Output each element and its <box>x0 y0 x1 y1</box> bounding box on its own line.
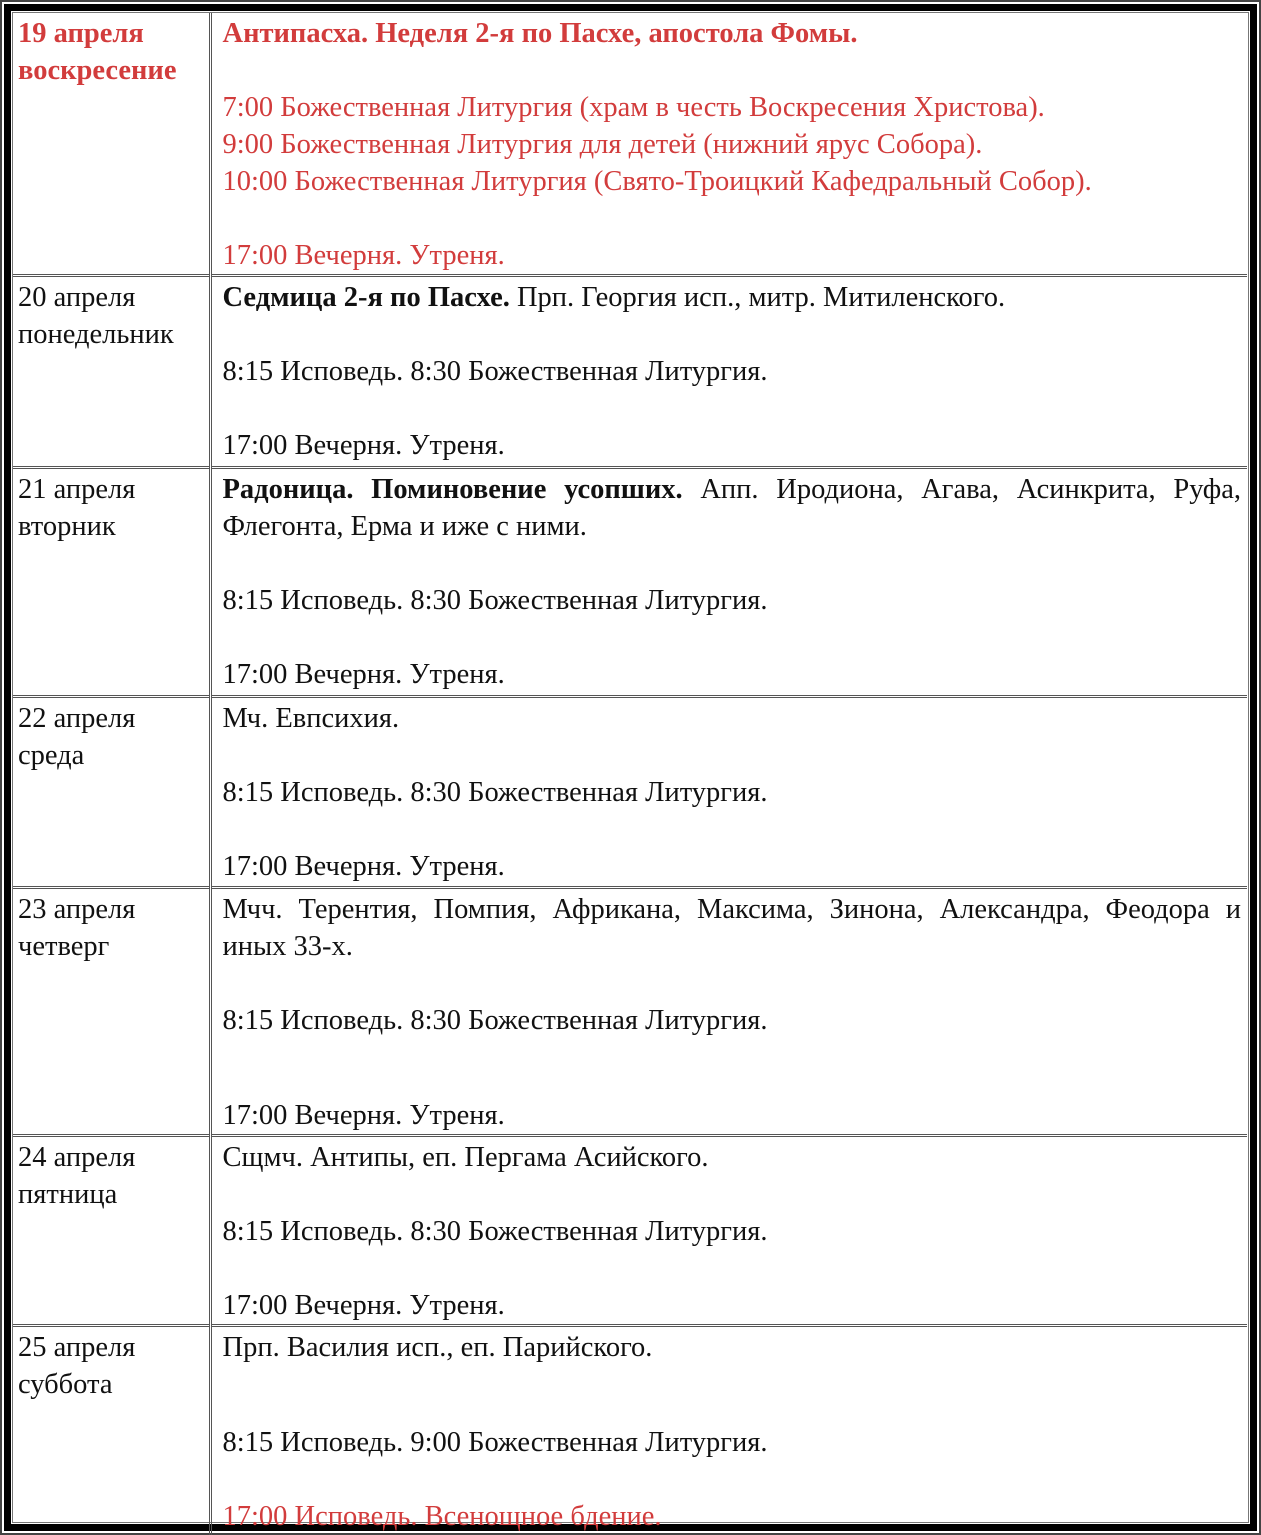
feast-title: Антипасха. Неделя 2-я по Пасхе, апостола Фомы. <box>222 18 858 49</box>
saints-commemorated: Апп. Иродиона, Агава, Асинкрита, Руфа, Флегонта, Ерма и иже с ними. <box>222 474 1241 542</box>
service-line: 7:00 Божественная Литургия (храм в честь Воскресения Христова). <box>222 92 1045 123</box>
services-cell <box>210 697 1247 888</box>
evening-service: 17:00 Вечерня. Утреня. <box>222 659 505 690</box>
services-cell <box>210 1326 1247 1535</box>
date: 19 апреля <box>18 18 144 49</box>
service-line: 8:15 Исповедь. 8:30 Божественная Литургия. <box>222 777 768 808</box>
date-cell <box>13 276 210 468</box>
date-cell <box>13 468 210 697</box>
schedule-row <box>13 1136 1247 1326</box>
saints-commemorated: Мч. Евпсихия. <box>222 703 400 734</box>
date-cell <box>13 697 210 888</box>
date-cell <box>13 888 210 1136</box>
feast-title <box>223 279 1242 316</box>
date: 20 апреля <box>18 282 136 313</box>
date: 22 апреля <box>18 703 136 734</box>
evening-service: 17:00 Исповедь. Всенощное бдение. <box>222 1501 662 1532</box>
evening-service: 17:00 Вечерня. Утреня. <box>222 1100 505 1131</box>
date: 25 апреля <box>18 1332 136 1363</box>
weekday: четверг <box>18 931 110 962</box>
weekday: вторник <box>18 511 116 542</box>
schedule-row <box>13 888 1247 1136</box>
saints-commemorated: Мчч. Терентия, Помпия, Африкана, Максима, Зинона, Александра, Феодора и иных 33-х. <box>222 894 1241 962</box>
feast-title <box>223 471 1242 545</box>
weekday: среда <box>18 740 85 771</box>
service-line: 8:15 Исповедь. 8:30 Божественная Литургия. <box>222 585 768 616</box>
evening-service: 17:00 Вечерня. Утреня. <box>222 851 505 882</box>
evening-service: 17:00 Вечерня. Утреня. <box>222 1290 505 1321</box>
evening-service: 17:00 Вечерня. Утреня. <box>222 430 505 461</box>
feast-title-bold: Седмица 2-я по Пасхе. <box>222 282 510 313</box>
services-cell <box>210 888 1247 1136</box>
schedule-row <box>13 276 1247 468</box>
service-line: 9:00 Божественная Литургия для детей (нижний ярус Собора). <box>222 129 983 160</box>
schedule-row <box>13 697 1247 888</box>
services-cell <box>210 13 1247 276</box>
schedule-row <box>13 1326 1247 1535</box>
date: 23 апреля <box>18 894 136 925</box>
weekday: пятница <box>18 1179 118 1210</box>
service-schedule-table <box>13 13 1247 1535</box>
service-line: 8:15 Исповедь. 8:30 Божественная Литургия. <box>222 356 768 387</box>
schedule-row <box>13 468 1247 697</box>
saints-commemorated: Сщмч. Антипы, еп. Пергама Асийского. <box>222 1142 709 1173</box>
date: 24 апреля <box>18 1142 136 1173</box>
date-cell <box>13 1326 210 1535</box>
saints-commemorated: Прп. Василия исп., еп. Парийского. <box>222 1332 653 1363</box>
services-cell <box>210 276 1247 468</box>
saints-commemorated: Прп. Георгия исп., митр. Митиленского. <box>509 282 1006 313</box>
services-cell <box>210 1136 1247 1326</box>
weekday: суббота <box>18 1369 113 1400</box>
weekday: воскресение <box>18 55 177 86</box>
date-cell <box>13 1136 210 1326</box>
date-cell <box>13 13 210 276</box>
service-line: 8:15 Исповедь. 9:00 Божественная Литургия. <box>222 1427 768 1458</box>
weekday: понедельник <box>18 319 174 350</box>
services-cell <box>210 468 1247 697</box>
date: 21 апреля <box>18 474 136 505</box>
feast-title-bold: Радоница. Поминовение усопших. <box>222 474 683 505</box>
service-line: 8:15 Исповедь. 8:30 Божественная Литургия. <box>222 1216 768 1247</box>
service-line: 8:15 Исповедь. 8:30 Божественная Литургия. <box>222 1005 768 1036</box>
schedule-row <box>13 13 1247 276</box>
evening-service: 17:00 Вечерня. Утреня. <box>222 240 505 271</box>
service-line: 10:00 Божественная Литургия (Свято-Троицкий Кафедральный Собор). <box>222 166 1092 197</box>
